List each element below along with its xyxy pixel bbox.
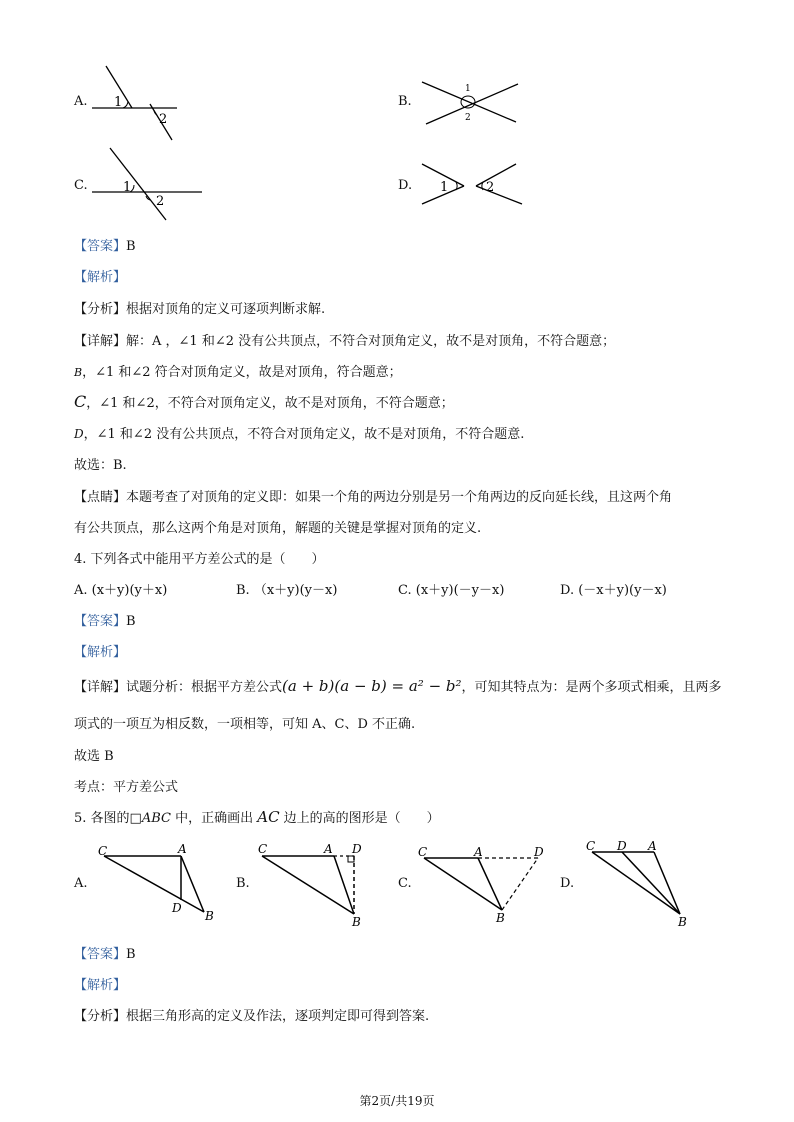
q4-kaodian: 考点：平方差公式	[74, 780, 179, 795]
q5-option-c-label: C.	[398, 876, 412, 891]
q5-option-a-label: A.	[74, 876, 88, 891]
q5-fenxi-line	[74, 1005, 429, 1024]
q5-stem	[74, 807, 440, 826]
angle-1-label: 1	[440, 180, 449, 195]
q3-answer-line	[74, 235, 136, 254]
option-b-label: B.	[398, 94, 412, 109]
svg-text:B: B	[496, 911, 505, 925]
svg-text:C: C	[418, 845, 428, 859]
detail-text: 解：A ，∠1 和∠2 没有公共顶点，不符合对顶角定义，故不是对顶角，不符合题意；	[126, 334, 616, 349]
fenxi-tag: 【分析】	[74, 1009, 127, 1024]
q4-detail-line-2: 项式的一项互为相反数，一项相等，可知 A、C、D 不正确.	[74, 717, 416, 732]
figure-angle-option-a	[90, 62, 190, 142]
q4-choice: 故选 B	[74, 749, 114, 764]
option-c-label: C.	[74, 178, 88, 193]
answer-tag: 【答案】	[74, 614, 127, 629]
dianjing-tag: 【点睛】	[74, 490, 127, 505]
fenxi-text: 根据对顶角的定义可逐项判断求解.	[126, 302, 326, 317]
angle-1-label: 1	[123, 180, 132, 195]
angle-2-label: 2	[156, 194, 165, 209]
q5-answer-line	[74, 943, 136, 962]
answer-tag: 【答案】	[74, 947, 127, 962]
triangle-name: □ABC	[129, 811, 171, 826]
xiangjie-tag: 【详解】	[74, 680, 127, 695]
detail-text: ，可知其特点为：是两个多项式相乘，且两多	[461, 680, 722, 695]
dianjing-text: 本题考查了对顶角的定义即：如果一个角的两边分别是另一个角两边的反向延长线，且这两个角	[126, 490, 673, 505]
option-letter: D	[74, 427, 84, 441]
analysis-tag: 【解析】	[74, 270, 127, 285]
option-a-label: A.	[74, 94, 88, 109]
fenxi-text: 根据三角形高的定义及作法，逐项判定即可得到答案.	[126, 1009, 430, 1024]
q3-analysis-line	[74, 266, 126, 285]
option-d-label: D.	[398, 178, 413, 193]
q3-choice: 故选：B.	[74, 458, 127, 473]
q4-answer-line	[74, 610, 136, 629]
q3-detail-line-1	[74, 330, 615, 349]
formula: (a + b)(a − b) = a² − b²	[282, 677, 462, 695]
q4-stem: 4. 下列各式中能用平方差公式的是（ ）	[74, 552, 325, 567]
svg-text:A: A	[324, 842, 333, 856]
q3-detail-line-2	[74, 361, 402, 380]
stem-text: 5. 各图的	[74, 811, 130, 826]
q3-fenxi-line	[74, 298, 325, 317]
detail-text: 试题分析：根据平方差公式	[126, 680, 283, 695]
svg-text:C: C	[98, 844, 108, 858]
fenxi-tag: 【分析】	[74, 302, 127, 317]
q5-analysis-line	[74, 974, 126, 993]
svg-text:A: A	[648, 839, 657, 853]
figure-triangle-option-b	[256, 840, 386, 935]
svg-text:A: A	[474, 845, 483, 859]
stem-text: 中，正确画出	[170, 811, 258, 826]
answer-tag: 【答案】	[74, 239, 127, 254]
angle-2-label: 2	[486, 180, 495, 195]
q4-option-b: B. （x＋y)(y－x)	[236, 583, 338, 598]
detail-text: ，∠1 和∠2，不符合对顶角定义，故不是对顶角，不符合题意；	[86, 396, 454, 411]
option-letter: B	[74, 366, 83, 379]
answer-value: B	[126, 239, 136, 254]
q3-dianjing-line-2: 有公共顶点，那么这两个角是对顶角，解题的关键是掌握对顶角的定义.	[74, 521, 482, 536]
figure-angle-option-b	[420, 78, 530, 128]
xiangjie-tag: 【详解】	[74, 334, 127, 349]
q4-option-c: C. (x＋y)(－y－x)	[398, 583, 505, 598]
figure-triangle-option-a	[96, 842, 226, 932]
option-letter: C	[74, 392, 87, 411]
q4-option-d: D. (－x＋y)(y－x)	[560, 583, 667, 598]
q5-option-b-label: B.	[236, 876, 250, 891]
svg-text:D: D	[352, 842, 362, 856]
angle-1-label: 1	[114, 95, 123, 110]
answer-value: B	[126, 947, 136, 962]
svg-text:D: D	[172, 901, 182, 915]
figure-angle-option-c	[90, 146, 210, 226]
angle-2-label: 2	[159, 112, 168, 127]
svg-text:C: C	[258, 842, 268, 856]
svg-text:D: D	[617, 839, 627, 853]
stem-text: 边上的高的图形是（ ）	[279, 811, 440, 826]
answer-value: B	[126, 614, 136, 629]
svg-text:A: A	[178, 842, 187, 856]
figure-triangle-option-c	[416, 842, 556, 932]
analysis-tag: 【解析】	[74, 645, 127, 660]
q3-detail-line-4	[74, 423, 524, 442]
svg-text:B: B	[678, 915, 687, 929]
q4-analysis-line	[74, 641, 126, 660]
svg-text:B: B	[205, 909, 214, 923]
q5-option-d-label: D.	[560, 876, 575, 891]
q3-detail-line-3	[74, 392, 454, 411]
q3-dianjing-line-1	[74, 486, 672, 505]
angle-1-label: 1	[465, 84, 471, 94]
angle-2-label: 2	[465, 113, 471, 123]
svg-text:C: C	[586, 839, 596, 853]
detail-text: ，∠1 和∠2 没有公共顶点，不符合对顶角定义，故不是对顶角，不符合题意.	[83, 427, 525, 442]
q4-detail-line-1	[74, 676, 722, 695]
figure-triangle-option-d	[584, 838, 714, 933]
detail-text: ，∠1 和∠2 符合对顶角定义，故是对顶角，符合题意；	[82, 365, 402, 380]
figure-angle-option-d	[420, 160, 530, 210]
side-name: AC	[257, 808, 280, 826]
svg-text:B: B	[352, 915, 361, 929]
analysis-tag: 【解析】	[74, 978, 127, 993]
q4-option-a: A. (x＋y)(y＋x)	[74, 583, 168, 598]
svg-text:D: D	[534, 845, 544, 859]
page-footer: 第2页/共19页	[359, 1094, 435, 1108]
